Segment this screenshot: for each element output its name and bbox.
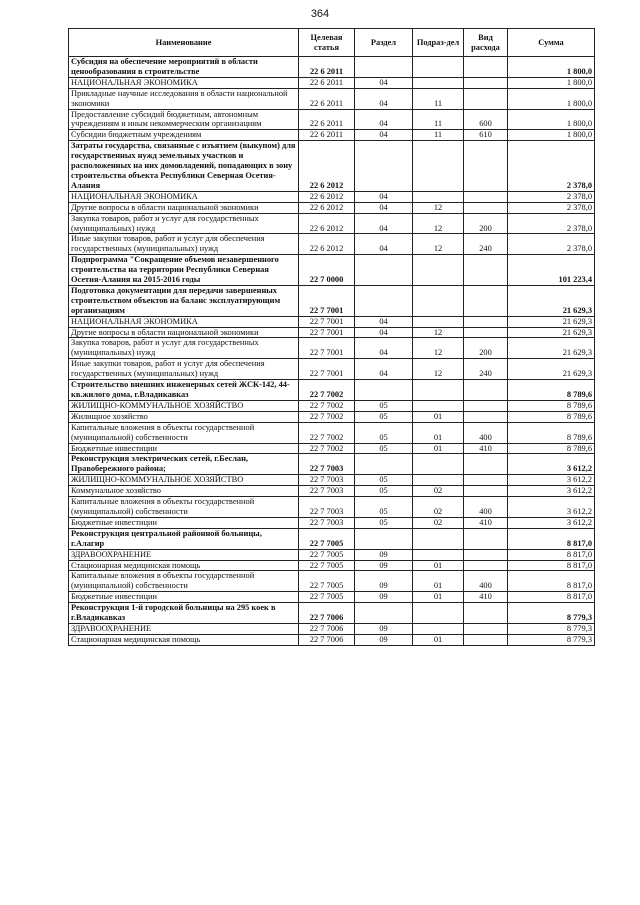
cell-section [355, 380, 413, 401]
cell-code: 22 7 7001 [299, 285, 355, 316]
cell-subsection: 01 [413, 571, 464, 592]
cell-expense-type: 240 [464, 234, 508, 255]
cell-code: 22 6 2012 [299, 213, 355, 234]
cell-section: 05 [355, 486, 413, 497]
table-row [69, 411, 595, 422]
cell-code: 22 7 7005 [299, 592, 355, 603]
cell-amount: 3 612,2 [508, 517, 595, 528]
cell-name: НАЦИОНАЛЬНАЯ ЭКОНОМИКА [69, 316, 299, 327]
cell-code: 22 6 2012 [299, 141, 355, 192]
cell-expense-type: 610 [464, 130, 508, 141]
cell-name: Реконструкция центральной районной больницы, г.Алагир [69, 528, 299, 549]
cell-code: 22 7 7002 [299, 400, 355, 411]
cell-expense-type [464, 454, 508, 475]
cell-expense-type [464, 560, 508, 571]
table-row [69, 443, 595, 454]
header-name: Наименование [69, 29, 299, 57]
cell-expense-type: 400 [464, 571, 508, 592]
cell-subsection: 01 [413, 560, 464, 571]
cell-code: 22 7 7003 [299, 454, 355, 475]
cell-name: НАЦИОНАЛЬНАЯ ЭКОНОМИКА [69, 191, 299, 202]
cell-subsection [413, 623, 464, 634]
cell-expense-type [464, 141, 508, 192]
cell-code: 22 6 2011 [299, 130, 355, 141]
table-row [69, 603, 595, 624]
budget-table [68, 28, 595, 646]
cell-amount: 8 817,0 [508, 549, 595, 560]
table-row [69, 77, 595, 88]
cell-amount: 2 378,0 [508, 234, 595, 255]
cell-name: Капитальные вложения в объекты государственной (муниципальной) собственности [69, 571, 299, 592]
table-row [69, 400, 595, 411]
cell-amount: 3 612,2 [508, 486, 595, 497]
cell-name: Затраты государства, связанные с изъятием (выкупом) для государственных нужд земельных участков и расположенных на них домовладений, попадающих в зону строительства объекта Республики Северная Осетия-Алания [69, 141, 299, 192]
cell-subsection [413, 475, 464, 486]
cell-amount: 101 223,4 [508, 255, 595, 286]
cell-code: 22 7 7001 [299, 359, 355, 380]
cell-subsection [413, 549, 464, 560]
cell-expense-type [464, 528, 508, 549]
cell-subsection [413, 255, 464, 286]
cell-section: 09 [355, 634, 413, 645]
cell-name: Закупка товаров, работ и услуг для государственных (муниципальных) нужд [69, 213, 299, 234]
cell-code: 22 7 7001 [299, 327, 355, 338]
cell-section: 05 [355, 422, 413, 443]
cell-section: 04 [355, 130, 413, 141]
cell-amount: 2 378,0 [508, 213, 595, 234]
cell-expense-type [464, 549, 508, 560]
header-amount: Сумма [508, 29, 595, 57]
table-row [69, 285, 595, 316]
cell-section: 04 [355, 338, 413, 359]
table-row [69, 234, 595, 255]
cell-code: 22 7 7002 [299, 380, 355, 401]
cell-amount: 8 789,6 [508, 411, 595, 422]
cell-amount: 2 378,0 [508, 202, 595, 213]
table-row [69, 422, 595, 443]
cell-code: 22 7 7006 [299, 634, 355, 645]
table-row [69, 141, 595, 192]
cell-name: Иные закупки товаров, работ и услуг для обеспечения государственных (муниципальных) нужд [69, 359, 299, 380]
cell-subsection [413, 57, 464, 78]
table-row [69, 316, 595, 327]
cell-expense-type [464, 191, 508, 202]
cell-subsection: 01 [413, 592, 464, 603]
cell-subsection: 12 [413, 338, 464, 359]
cell-subsection [413, 603, 464, 624]
table-row [69, 454, 595, 475]
cell-amount: 8 817,0 [508, 528, 595, 549]
cell-section [355, 603, 413, 624]
cell-code: 22 7 7005 [299, 571, 355, 592]
cell-amount: 8 817,0 [508, 571, 595, 592]
cell-section: 04 [355, 359, 413, 380]
cell-section: 05 [355, 443, 413, 454]
cell-amount: 8 779,3 [508, 634, 595, 645]
cell-expense-type: 240 [464, 359, 508, 380]
cell-code: 22 7 7002 [299, 422, 355, 443]
cell-name: НАЦИОНАЛЬНАЯ ЭКОНОМИКА [69, 77, 299, 88]
cell-code: 22 6 2011 [299, 88, 355, 109]
header-expense-type: Вид расхода [464, 29, 508, 57]
cell-name: Предоставление субсидий бюджетным, автономным учреждениям и иным некоммерческим организациям [69, 109, 299, 130]
table-body [69, 57, 595, 646]
cell-code: 22 7 7005 [299, 560, 355, 571]
table-row [69, 560, 595, 571]
cell-subsection: 01 [413, 443, 464, 454]
cell-subsection [413, 400, 464, 411]
table-row [69, 130, 595, 141]
cell-name: Подпрограмма "Сокращение объемов незавершенного строительства на территории Республики Северная Осетия-Алания на 2015-2016 годы [69, 255, 299, 286]
cell-amount: 21 629,3 [508, 338, 595, 359]
cell-amount: 21 629,3 [508, 316, 595, 327]
cell-subsection [413, 285, 464, 316]
cell-name: Субсидии бюджетным учреждениям [69, 130, 299, 141]
cell-name: Капитальные вложения в объекты государственной (муниципальной) собственности [69, 422, 299, 443]
table-row [69, 255, 595, 286]
table-row [69, 623, 595, 634]
cell-amount: 1 800,0 [508, 77, 595, 88]
cell-name: Прикладные научные исследования в области национальной экономики [69, 88, 299, 109]
cell-subsection: 12 [413, 234, 464, 255]
cell-section: 05 [355, 475, 413, 486]
cell-subsection [413, 77, 464, 88]
cell-expense-type [464, 327, 508, 338]
cell-expense-type [464, 202, 508, 213]
cell-code: 22 7 7001 [299, 316, 355, 327]
table-row [69, 549, 595, 560]
cell-name: ЗДРАВООХРАНЕНИЕ [69, 549, 299, 560]
table-row [69, 634, 595, 645]
cell-name: Строительство внешних инженерных сетей ЖСК-142, 44-кв.жилого дома, г.Владикавказ [69, 380, 299, 401]
table-row [69, 517, 595, 528]
cell-amount: 8 779,3 [508, 603, 595, 624]
cell-code: 22 7 7002 [299, 443, 355, 454]
cell-amount: 3 612,2 [508, 497, 595, 518]
cell-subsection: 01 [413, 411, 464, 422]
cell-subsection: 11 [413, 88, 464, 109]
cell-code: 22 7 7003 [299, 497, 355, 518]
cell-name: Коммунальное хозяйство [69, 486, 299, 497]
table-row [69, 88, 595, 109]
table-row [69, 57, 595, 78]
cell-expense-type: 410 [464, 443, 508, 454]
cell-subsection: 01 [413, 422, 464, 443]
header-code: Целевая статья [299, 29, 355, 57]
cell-amount: 1 800,0 [508, 109, 595, 130]
cell-name: Стационарная медицинская помощь [69, 560, 299, 571]
cell-expense-type: 400 [464, 497, 508, 518]
cell-code: 22 6 2012 [299, 202, 355, 213]
cell-expense-type [464, 77, 508, 88]
cell-subsection [413, 454, 464, 475]
cell-amount: 8 789,6 [508, 380, 595, 401]
cell-amount: 1 800,0 [508, 130, 595, 141]
cell-expense-type [464, 634, 508, 645]
cell-amount: 3 612,2 [508, 454, 595, 475]
cell-name: Другие вопросы в области национальной экономики [69, 202, 299, 213]
cell-expense-type [464, 316, 508, 327]
cell-section [355, 528, 413, 549]
cell-expense-type [464, 88, 508, 109]
cell-amount: 8 789,6 [508, 443, 595, 454]
cell-expense-type: 600 [464, 109, 508, 130]
cell-name: ЖИЛИЩНО-КОММУНАЛЬНОЕ ХОЗЯЙСТВО [69, 400, 299, 411]
cell-section: 04 [355, 202, 413, 213]
cell-subsection: 12 [413, 359, 464, 380]
cell-amount: 8 817,0 [508, 592, 595, 603]
cell-subsection: 02 [413, 497, 464, 518]
cell-section: 04 [355, 316, 413, 327]
cell-name: Подготовка документации для передачи завершенных строительством объектов на баланс эксплуатирующим организациям [69, 285, 299, 316]
cell-expense-type: 200 [464, 213, 508, 234]
table-row [69, 380, 595, 401]
table-row [69, 338, 595, 359]
cell-amount: 21 629,3 [508, 327, 595, 338]
cell-name: Реконструкция электрических сетей, г.Беслан, Правобережного района; [69, 454, 299, 475]
cell-section: 05 [355, 411, 413, 422]
cell-code: 22 7 7003 [299, 486, 355, 497]
cell-subsection: 01 [413, 634, 464, 645]
cell-section: 04 [355, 327, 413, 338]
cell-expense-type [464, 623, 508, 634]
cell-section: 09 [355, 571, 413, 592]
cell-expense-type [464, 603, 508, 624]
cell-subsection [413, 191, 464, 202]
table-row [69, 592, 595, 603]
cell-expense-type [464, 400, 508, 411]
table-row [69, 109, 595, 130]
table-row [69, 327, 595, 338]
cell-amount: 8 817,0 [508, 560, 595, 571]
cell-amount: 21 629,3 [508, 285, 595, 316]
cell-name: Иные закупки товаров, работ и услуг для обеспечения государственных (муниципальных) нужд [69, 234, 299, 255]
cell-amount: 21 629,3 [508, 359, 595, 380]
cell-code: 22 7 7003 [299, 475, 355, 486]
cell-section: 04 [355, 234, 413, 255]
table-row [69, 213, 595, 234]
table-header-row [69, 29, 595, 57]
cell-section: 04 [355, 77, 413, 88]
cell-section: 04 [355, 88, 413, 109]
cell-subsection [413, 380, 464, 401]
cell-name: Бюджетные инвестиции [69, 592, 299, 603]
cell-section: 09 [355, 623, 413, 634]
cell-section: 05 [355, 497, 413, 518]
cell-expense-type [464, 475, 508, 486]
cell-amount: 3 612,2 [508, 475, 595, 486]
cell-expense-type [464, 411, 508, 422]
table-row [69, 202, 595, 213]
cell-expense-type [464, 285, 508, 316]
cell-section: 05 [355, 517, 413, 528]
cell-section: 09 [355, 549, 413, 560]
cell-subsection: 11 [413, 109, 464, 130]
cell-name: ЖИЛИЩНО-КОММУНАЛЬНОЕ ХОЗЯЙСТВО [69, 475, 299, 486]
cell-subsection: 11 [413, 130, 464, 141]
cell-code: 22 6 2011 [299, 57, 355, 78]
cell-amount: 2 378,0 [508, 191, 595, 202]
cell-section: 05 [355, 400, 413, 411]
cell-section [355, 285, 413, 316]
cell-section [355, 57, 413, 78]
cell-name: Закупка товаров, работ и услуг для государственных (муниципальных) нужд [69, 338, 299, 359]
cell-subsection: 02 [413, 517, 464, 528]
cell-code: 22 7 7005 [299, 549, 355, 560]
cell-expense-type: 410 [464, 592, 508, 603]
cell-code: 22 7 0000 [299, 255, 355, 286]
cell-subsection: 12 [413, 327, 464, 338]
cell-subsection [413, 528, 464, 549]
cell-code: 22 7 7002 [299, 411, 355, 422]
table-row [69, 571, 595, 592]
header-subsection: Подраз-дел [413, 29, 464, 57]
table-row [69, 475, 595, 486]
cell-section [355, 255, 413, 286]
cell-section: 09 [355, 592, 413, 603]
cell-section: 09 [355, 560, 413, 571]
table-row [69, 191, 595, 202]
cell-expense-type [464, 255, 508, 286]
cell-amount: 1 800,0 [508, 88, 595, 109]
cell-name: Другие вопросы в области национальной экономики [69, 327, 299, 338]
cell-expense-type: 410 [464, 517, 508, 528]
cell-expense-type [464, 486, 508, 497]
cell-subsection: 12 [413, 202, 464, 213]
cell-amount: 8 789,6 [508, 400, 595, 411]
cell-amount: 1 800,0 [508, 57, 595, 78]
cell-amount: 8 789,6 [508, 422, 595, 443]
cell-name: Субсидия на обеспечение мероприятий в области ценообразования в строительстве [69, 57, 299, 78]
table-row [69, 528, 595, 549]
cell-subsection [413, 141, 464, 192]
cell-code: 22 7 7003 [299, 517, 355, 528]
cell-section: 04 [355, 109, 413, 130]
cell-name: Бюджетные инвестиции [69, 517, 299, 528]
table-row [69, 359, 595, 380]
header-section: Раздел [355, 29, 413, 57]
cell-code: 22 7 7006 [299, 623, 355, 634]
cell-expense-type [464, 57, 508, 78]
cell-name: Капитальные вложения в объекты государственной (муниципальной) собственности [69, 497, 299, 518]
page-number: 364 [310, 8, 330, 20]
cell-name: Стационарная медицинская помощь [69, 634, 299, 645]
cell-name: Жилищное хозяйство [69, 411, 299, 422]
table-row [69, 486, 595, 497]
cell-section: 04 [355, 213, 413, 234]
cell-code: 22 6 2012 [299, 234, 355, 255]
cell-amount: 8 779,3 [508, 623, 595, 634]
cell-code: 22 6 2011 [299, 77, 355, 88]
cell-code: 22 7 7001 [299, 338, 355, 359]
cell-section [355, 454, 413, 475]
cell-name: ЗДРАВООХРАНЕНИЕ [69, 623, 299, 634]
cell-expense-type: 400 [464, 422, 508, 443]
cell-subsection: 02 [413, 486, 464, 497]
cell-section: 04 [355, 191, 413, 202]
cell-code: 22 6 2012 [299, 191, 355, 202]
cell-name: Реконструкция 1-й городской больницы на 295 коек в г.Владикавказ [69, 603, 299, 624]
cell-section [355, 141, 413, 192]
cell-code: 22 7 7006 [299, 603, 355, 624]
table-row [69, 497, 595, 518]
cell-code: 22 7 7005 [299, 528, 355, 549]
cell-name: Бюджетные инвестиции [69, 443, 299, 454]
cell-subsection: 12 [413, 213, 464, 234]
cell-code: 22 6 2011 [299, 109, 355, 130]
cell-expense-type: 200 [464, 338, 508, 359]
cell-subsection [413, 316, 464, 327]
cell-expense-type [464, 380, 508, 401]
cell-amount: 2 378,0 [508, 141, 595, 192]
